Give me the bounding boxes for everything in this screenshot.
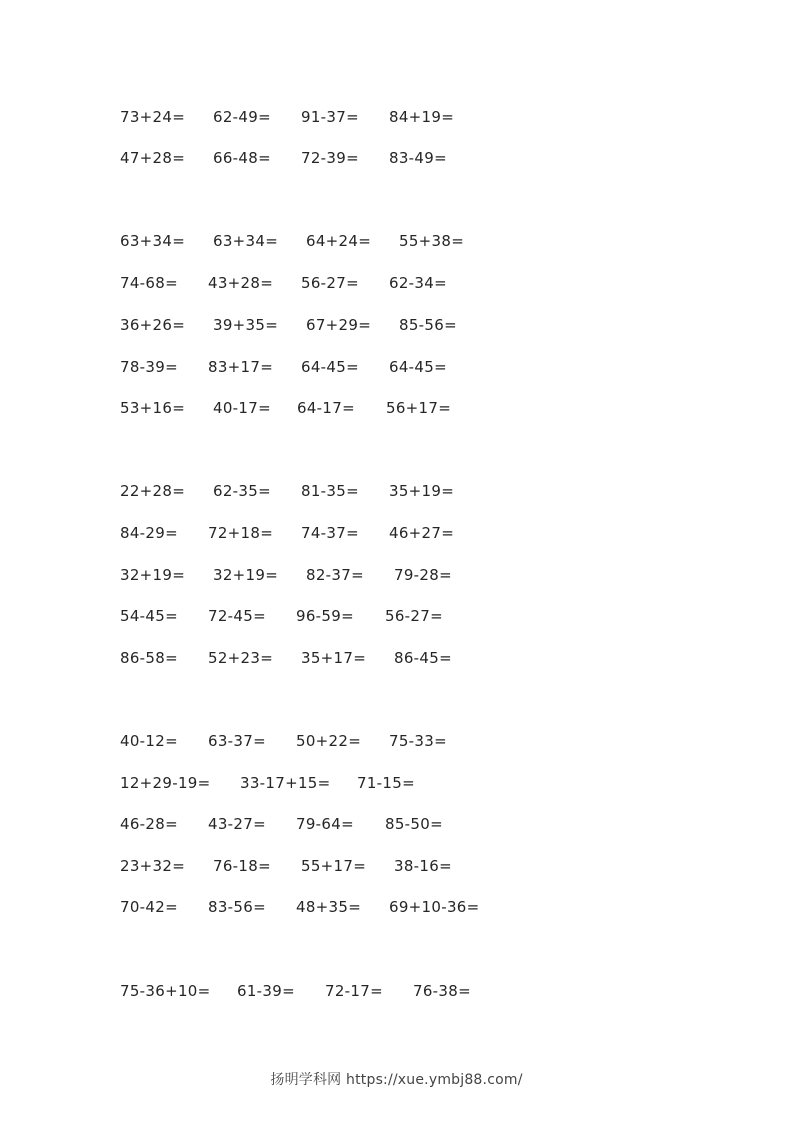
arithmetic-problem: 43+28= <box>208 274 274 292</box>
arithmetic-problem: 74-37= <box>301 524 359 542</box>
problem-row <box>0 730 793 752</box>
arithmetic-problem: 50+22= <box>296 732 362 750</box>
problem-row <box>0 855 793 877</box>
arithmetic-problem: 83-49= <box>389 149 447 167</box>
arithmetic-problem: 63+34= <box>120 232 186 250</box>
arithmetic-problem: 32+19= <box>120 566 186 584</box>
arithmetic-problem: 67+29= <box>306 316 372 334</box>
arithmetic-problem: 35+19= <box>389 482 455 500</box>
arithmetic-problem: 54-45= <box>120 607 178 625</box>
arithmetic-problem: 64-45= <box>389 358 447 376</box>
problem-row <box>0 480 793 502</box>
arithmetic-problem: 55+38= <box>399 232 465 250</box>
arithmetic-problem: 64-17= <box>297 399 355 417</box>
arithmetic-problem: 23+32= <box>120 857 186 875</box>
arithmetic-problem: 66-48= <box>213 149 271 167</box>
arithmetic-problem: 79-28= <box>394 566 452 584</box>
arithmetic-problem: 75-36+10= <box>120 982 211 1000</box>
problem-row <box>0 605 793 627</box>
arithmetic-problem: 96-59= <box>296 607 354 625</box>
problem-row <box>0 106 793 128</box>
problem-row <box>0 314 793 336</box>
arithmetic-problem: 12+29-19= <box>120 774 211 792</box>
page-footer: 扬明学科网 https://xue.ymbj88.com/ <box>270 1072 523 1088</box>
arithmetic-problem: 36+26= <box>120 316 186 334</box>
problem-row <box>0 980 793 1002</box>
arithmetic-problem: 62-49= <box>213 108 271 126</box>
arithmetic-problem: 62-35= <box>213 482 271 500</box>
arithmetic-problem: 72-17= <box>325 982 383 1000</box>
arithmetic-problem: 73+24= <box>120 108 186 126</box>
problem-row <box>0 813 793 835</box>
arithmetic-problem: 81-35= <box>301 482 359 500</box>
arithmetic-problem: 76-18= <box>213 857 271 875</box>
problem-row <box>0 397 793 419</box>
arithmetic-problem: 56-27= <box>385 607 443 625</box>
arithmetic-problem: 56-27= <box>301 274 359 292</box>
arithmetic-problem: 53+16= <box>120 399 186 417</box>
arithmetic-problem: 83+17= <box>208 358 274 376</box>
arithmetic-problem: 39+35= <box>213 316 279 334</box>
problem-row <box>0 230 793 252</box>
arithmetic-problem: 22+28= <box>120 482 186 500</box>
problem-row <box>0 272 793 294</box>
arithmetic-problem: 78-39= <box>120 358 178 376</box>
problem-row <box>0 356 793 378</box>
arithmetic-problem: 75-33= <box>389 732 447 750</box>
arithmetic-problem: 72-45= <box>208 607 266 625</box>
arithmetic-problem: 74-68= <box>120 274 178 292</box>
arithmetic-problem: 63+34= <box>213 232 279 250</box>
arithmetic-problem: 70-42= <box>120 898 178 916</box>
arithmetic-problem: 84+19= <box>389 108 455 126</box>
arithmetic-problem: 85-50= <box>385 815 443 833</box>
problem-row <box>0 772 793 794</box>
arithmetic-problem: 79-64= <box>296 815 354 833</box>
arithmetic-problem: 52+23= <box>208 649 274 667</box>
arithmetic-problem: 40-12= <box>120 732 178 750</box>
arithmetic-problem: 72+18= <box>208 524 274 542</box>
arithmetic-problem: 56+17= <box>386 399 452 417</box>
problem-row <box>0 522 793 544</box>
arithmetic-problem: 85-56= <box>399 316 457 334</box>
arithmetic-problem: 82-37= <box>306 566 364 584</box>
arithmetic-problem: 72-39= <box>301 149 359 167</box>
problem-row <box>0 896 793 918</box>
arithmetic-problem: 76-38= <box>413 982 471 1000</box>
arithmetic-problem: 40-17= <box>213 399 271 417</box>
problem-row <box>0 147 793 169</box>
arithmetic-problem: 91-37= <box>301 108 359 126</box>
arithmetic-problem: 47+28= <box>120 149 186 167</box>
problem-row <box>0 647 793 669</box>
arithmetic-problem: 61-39= <box>237 982 295 1000</box>
arithmetic-problem: 83-56= <box>208 898 266 916</box>
arithmetic-problem: 33-17+15= <box>240 774 331 792</box>
arithmetic-problem: 38-16= <box>394 857 452 875</box>
arithmetic-problem: 46-28= <box>120 815 178 833</box>
arithmetic-problem: 64+24= <box>306 232 372 250</box>
arithmetic-problem: 86-58= <box>120 649 178 667</box>
arithmetic-problem: 32+19= <box>213 566 279 584</box>
arithmetic-problem: 69+10-36= <box>389 898 480 916</box>
arithmetic-problem: 86-45= <box>394 649 452 667</box>
arithmetic-problem: 64-45= <box>301 358 359 376</box>
arithmetic-problem: 84-29= <box>120 524 178 542</box>
arithmetic-problem: 62-34= <box>389 274 447 292</box>
arithmetic-problem: 63-37= <box>208 732 266 750</box>
problem-row <box>0 564 793 586</box>
arithmetic-problem: 46+27= <box>389 524 455 542</box>
arithmetic-problem: 48+35= <box>296 898 362 916</box>
arithmetic-problem: 43-27= <box>208 815 266 833</box>
arithmetic-problem: 35+17= <box>301 649 367 667</box>
arithmetic-problem: 71-15= <box>357 774 415 792</box>
arithmetic-problem: 55+17= <box>301 857 367 875</box>
